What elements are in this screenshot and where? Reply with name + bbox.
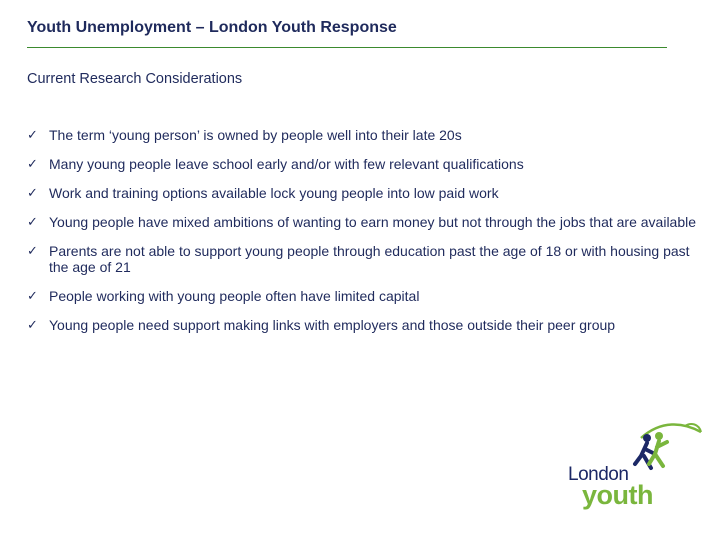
list-item xyxy=(27,288,707,304)
list-item-text: Young people need support making links with employers and those outside their peer group xyxy=(49,317,616,333)
check-icon: ✓ xyxy=(27,243,38,258)
title-divider xyxy=(27,47,667,48)
considerations-list xyxy=(27,127,707,346)
list-item-text: Work and training options available lock young people into low paid work xyxy=(49,185,499,201)
list-item xyxy=(27,317,707,333)
check-icon: ✓ xyxy=(27,214,38,229)
logo-text-youth: youth xyxy=(582,480,653,510)
check-icon: ✓ xyxy=(27,156,38,171)
list-item-text: The term ‘young person’ is owned by people well into their late 20s xyxy=(49,127,462,143)
page-subtitle: Current Research Considerations xyxy=(27,71,243,87)
list-item xyxy=(27,243,707,275)
check-icon: ✓ xyxy=(27,127,38,142)
youth-figures-icon xyxy=(621,418,706,478)
list-item xyxy=(27,214,707,230)
logo-text-london: London xyxy=(568,464,629,485)
list-item-text: Many young people leave school early and/or with few relevant qualifications xyxy=(49,156,524,172)
list-item xyxy=(27,185,707,201)
london-youth-logo xyxy=(566,418,706,518)
page-title: Youth Unemployment – London Youth Response xyxy=(27,19,397,36)
list-item-text: Parents are not able to support young people through education past the age of 18 or with housing past the age of 21 xyxy=(49,243,690,275)
list-item-text: Young people have mixed ambitions of wanting to earn money but not through the jobs that are available xyxy=(49,214,697,230)
check-icon: ✓ xyxy=(27,288,38,303)
list-item-text: People working with young people often have limited capital xyxy=(49,288,420,304)
check-icon: ✓ xyxy=(27,317,38,332)
check-icon: ✓ xyxy=(27,185,38,200)
list-item xyxy=(27,127,707,143)
list-item xyxy=(27,156,707,172)
